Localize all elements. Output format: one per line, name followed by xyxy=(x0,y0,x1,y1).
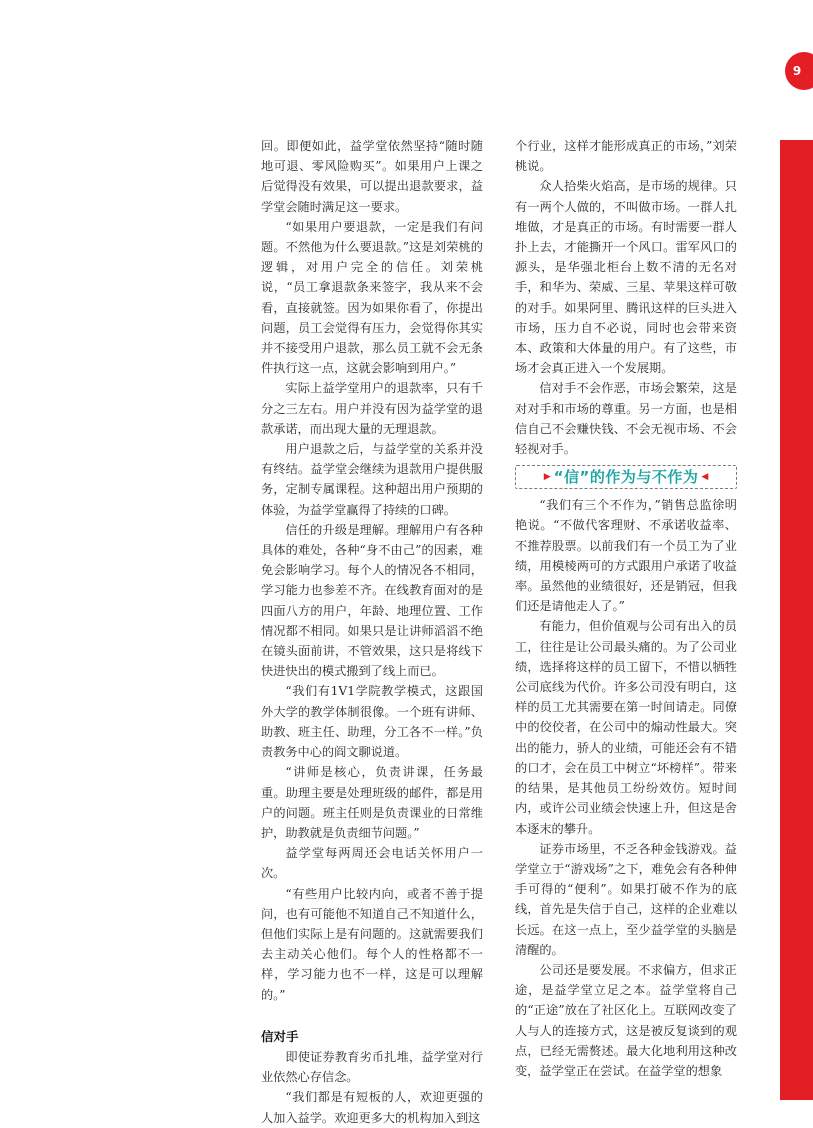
triangle-left-icon: ◀ xyxy=(701,471,709,482)
paragraph: “如果用户要退款，一定是我们有问题。不然他为什么要退款。”这是刘荣桃的逻辑，对用户完全的信任。刘荣桃说，“员工拿退款条来签字，我从来不会看，直接就签。因为如果你看了，你提出问题，员工会觉得有压力，会觉得你其实并不接受用户退款，那么员工就不会无条件执行这一点，这就会影响到用户。” xyxy=(261,219,483,376)
paragraph: 回。即便如此，益学堂依然坚持“随时随地可退、零风险购买”。如果用户上课之后觉得没有效果，可以提出退款要求，益学堂会随时满足这一要求。 xyxy=(261,139,483,214)
side-accent-bar xyxy=(780,140,813,1100)
paragraph: 信对手不会作恶，市场会繁荣，这是对对手和市场的尊重。另一方面，也是相信自己不会赚快钱、不会无视市场、不会轻视对手。 xyxy=(515,381,737,457)
triangle-right-icon: ▶ xyxy=(543,471,551,482)
paragraph: “有些用户比较内向，或者不善于提问，也有可能他不知道自己不知道什么，但他们实际上是有问题的。这就需要我们去主动关心他们。每个人的性格都不一样，学习能力也不一样，这是可以理解的。” xyxy=(261,886,483,1002)
paragraph: “我们有1V1学院教学模式，这跟国外大学的教学体制很像。一个班有讲师、助教、班主任、助理，分工各不一样。”负责教务中心的阎文聊说道。 xyxy=(261,684,483,760)
paragraph: 即使证券教育劣币扎堆，益学堂对行业依然心存信念。 xyxy=(261,1049,483,1085)
callout-title: “信”的作为与不作为 xyxy=(553,468,699,487)
paragraph: 公司还是要发展。不求偏方，但求正途，是益学堂立足之本。益学堂将自己的“正途”放在了社区化上。互联网改变了人与人的连接方式，这是被反复谈到的观点，已经无需赘述。最大化地利用这种改变，益学堂正在尝试。在益学堂的想象 xyxy=(515,962,737,1078)
paragraph: “讲师是核心，负责讲课，任务最重。助理主要是处理班级的邮件，都是用户的问题。班主任则是负责课业的日常维护，助教就是负责细节问题。” xyxy=(261,765,483,840)
paragraph: 个行业，这样才能形成真正的市场，”刘荣桃说。 xyxy=(515,139,737,174)
paragraph: 证券市场里，不乏各种金钱游戏。益学堂立于“游戏场”之下，难免会有各种伸手可得的“便利”。如果打破不作为的底线，首先是失信于自己，这样的企业难以长远。在这一点上，至少益学堂的头脑是清醒的。 xyxy=(515,841,737,957)
paragraph: 益学堂每两周还会电话关怀用户一次。 xyxy=(261,846,483,881)
paragraph: “我们有三个不作为，”销售总监徐明艳说。“不做代客理财、不承诺收益率、不推荐股票。以前我们有一个员工为了业绩，用模棱两可的方式跟用户承诺了收益率。虽然他的业绩很好，还是销冠，但我们还是请他走人了。” xyxy=(515,498,737,614)
section-heading: 信对手 xyxy=(261,1028,299,1044)
callout-heading-box xyxy=(515,465,737,489)
paragraph: “我们都是有短板的人，欢迎更强的人加入益学。欢迎更多大的机构加入到这 xyxy=(261,1090,483,1125)
paragraph: 信任的升级是理解。理解用户有各种具体的难处，各种“身不由己”的因素，难免会影响学习。每个人的情况各不相同，学习能力也参差不齐。在线教育面对的是四面八方的用户，年龄、地理位置、工作情况都不相同。如果只是让讲师滔滔不绝在镜头面前讲，不管效果，这只是将线下快进快出的模式搬到了线上而已。 xyxy=(261,522,483,679)
right-text-column xyxy=(515,136,737,1081)
page-number-badge xyxy=(785,52,813,90)
paragraph: 有能力，但价值观与公司有出入的员工，往往是让公司最头痛的。为了公司业绩，选择将这样的员工留下，不惜以牺牲公司底线为代价。许多公司没有明白，这样的员工尤其需要在第一时间请走。同僚中的佼佼者，在公司中的煽动性最大。突出的能力，骄人的业绩，可能还会有不错的口才，会在员工中树立“坏榜样”。带来的结果，是其他员工纷纷效仿。短时间内，或许公司业绩会快速上升，但这是舍本逐末的攀升。 xyxy=(515,619,737,836)
paragraph: 实际上益学堂用户的退款率，只有千分之三左右。用户并没有因为益学堂的退款承诺，而出现大量的无理退款。 xyxy=(261,381,483,436)
paragraph: 用户退款之后，与益学堂的关系并没有终结。益学堂会继续为退款用户提供服务，定制专属课程。这种超出用户预期的体验，为益学堂赢得了持续的口碑。 xyxy=(261,442,483,517)
page-number: 9 xyxy=(792,64,802,78)
paragraph: 众人拾柴火焰高，是市场的规律。只有一两个人做的，不叫做市场。一群人扎堆做，才是真正的市场。有时需要一群人扑上去，才能撕开一个风口。雷军风口的源头，是华强北柜台上数不清的无名对手，和华为、荣威、三星、苹果这样可敬的对手。如果阿里、腾讯这样的巨头进入市场，压力自不必说，同时也会带来资本、政策和大体量的用户。有了这些，市场才会真正进入一个发展期。 xyxy=(515,179,737,376)
left-text-column xyxy=(261,136,483,1128)
